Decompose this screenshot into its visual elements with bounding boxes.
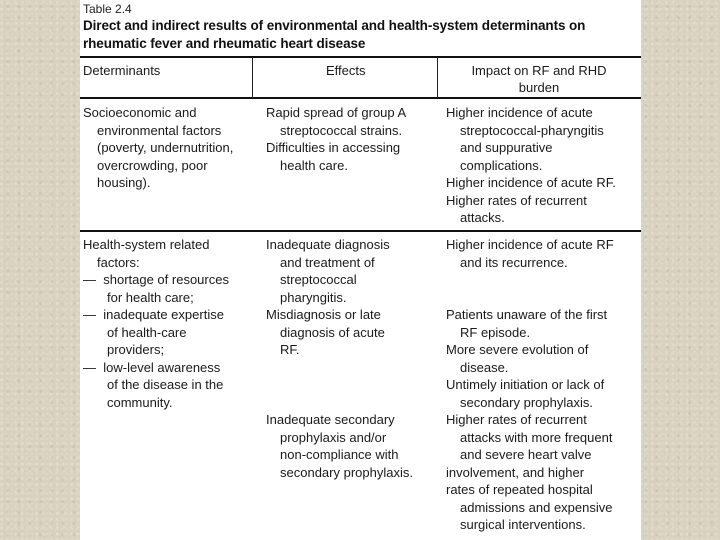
cell-line: and severe heart valve [460, 447, 592, 462]
list-item [83, 271, 229, 289]
cell-line: overcrowding, poor [97, 157, 208, 173]
cell-line: non-compliance with [280, 447, 399, 462]
column-header-effects: Effects [326, 63, 366, 78]
list-item [83, 306, 229, 324]
cell-line: factors: [97, 254, 140, 270]
cell-line: Health-system related [83, 237, 210, 252]
table-page [80, 0, 641, 540]
row2-impacts-b [446, 306, 607, 411]
dash-bullet: — [83, 272, 96, 287]
cell-line: disease. [460, 359, 509, 375]
cell-line: Inadequate diagnosis [266, 237, 390, 252]
cell-line: (poverty, undernutrition, [97, 140, 234, 155]
table-title [83, 17, 635, 53]
table-title-line: Direct and indirect results of environmental and health-system determinants on [83, 18, 586, 33]
cell-line: Untimely initiation or lack of [446, 377, 605, 392]
row1-determinants [83, 104, 233, 192]
row-separator-rule [80, 230, 641, 232]
cell-line: Misdiagnosis or late [266, 307, 381, 322]
cell-line: Higher incidence of acute RF [446, 237, 614, 252]
cell-line: Higher incidence of acute RF. [446, 175, 616, 190]
column-header-determinants: Determinants [83, 63, 161, 78]
cell-line: secondary prophylaxis. [280, 464, 413, 480]
cell-line: and its recurrence. [460, 254, 568, 270]
row2-effects-b [266, 306, 385, 359]
cell-line: Higher rates of recurrent [446, 192, 587, 208]
cell-line: and treatment of [280, 254, 375, 270]
cell-line: community. [107, 394, 173, 410]
column-header-impact-line: burden [518, 80, 560, 95]
column-divider [252, 58, 253, 98]
cell-line: diagnosis of acute [280, 324, 385, 340]
cell-line: complications. [460, 157, 543, 173]
cell-line: Higher incidence of acute [446, 105, 593, 120]
cell-line: secondary prophylaxis. [460, 394, 593, 410]
cell-line: prophylaxis and/or [280, 429, 387, 445]
cell-line: providers; [107, 342, 165, 357]
cell-line: attacks. [460, 210, 505, 225]
header-rule [80, 97, 641, 99]
column-header-impact [437, 62, 641, 96]
cell-line: involvement, and higher [446, 464, 585, 480]
cell-line: Difficulties in accessing [266, 140, 401, 155]
cell-line: streptococcal-pharyngitis [460, 122, 604, 138]
cell-line: rates of repeated hospital [446, 482, 593, 497]
cell-line: of the disease in the [107, 377, 224, 392]
row2-effects-c [266, 411, 413, 481]
cell-line: More severe evolution of [446, 342, 589, 357]
cell-line: low-level awareness [103, 359, 221, 375]
row2-effects-a [266, 236, 390, 306]
dash-bullet: — [83, 307, 96, 322]
cell-line: surgical interventions. [460, 517, 586, 532]
cell-line: Higher rates of recurrent [446, 412, 587, 427]
cell-line: Socioeconomic and [83, 105, 197, 120]
cell-line: pharyngitis. [280, 289, 347, 305]
cell-line: environmental factors [97, 122, 222, 138]
table-title-line: rheumatic fever and rheumatic heart disease [83, 36, 366, 51]
cell-line: streptococcal strains. [280, 122, 403, 138]
row2-determinants [83, 236, 229, 411]
cell-line: housing). [97, 175, 151, 190]
cell-line: attacks with more frequent [460, 429, 613, 445]
cell-line: RF episode. [460, 324, 531, 340]
column-header-impact-line: Impact on RF and RHD [471, 63, 607, 78]
cell-line: and suppurative [460, 140, 553, 155]
cell-line: shortage of resources [103, 272, 229, 287]
cell-line: streptococcal [280, 272, 357, 287]
cell-line: admissions and expensive [460, 499, 613, 515]
row2-impacts-c [446, 411, 612, 534]
row1-impacts [446, 104, 616, 227]
cell-line: Rapid spread of group A [266, 105, 407, 120]
cell-line: inadequate expertise [103, 307, 224, 322]
cell-line: Patients unaware of the first [446, 307, 608, 322]
table-number: Table 2.4 [83, 2, 132, 16]
row1-effects [266, 104, 406, 174]
cell-line: health care. [280, 157, 348, 173]
cell-line: RF. [280, 342, 300, 357]
top-rule [80, 56, 641, 58]
dash-bullet: — [83, 359, 96, 375]
cell-line: Inadequate secondary [266, 412, 395, 427]
list-item [83, 359, 229, 377]
cell-line: for health care; [107, 289, 194, 305]
cell-line: of health-care [107, 324, 187, 340]
row2-impacts-a [446, 236, 614, 271]
